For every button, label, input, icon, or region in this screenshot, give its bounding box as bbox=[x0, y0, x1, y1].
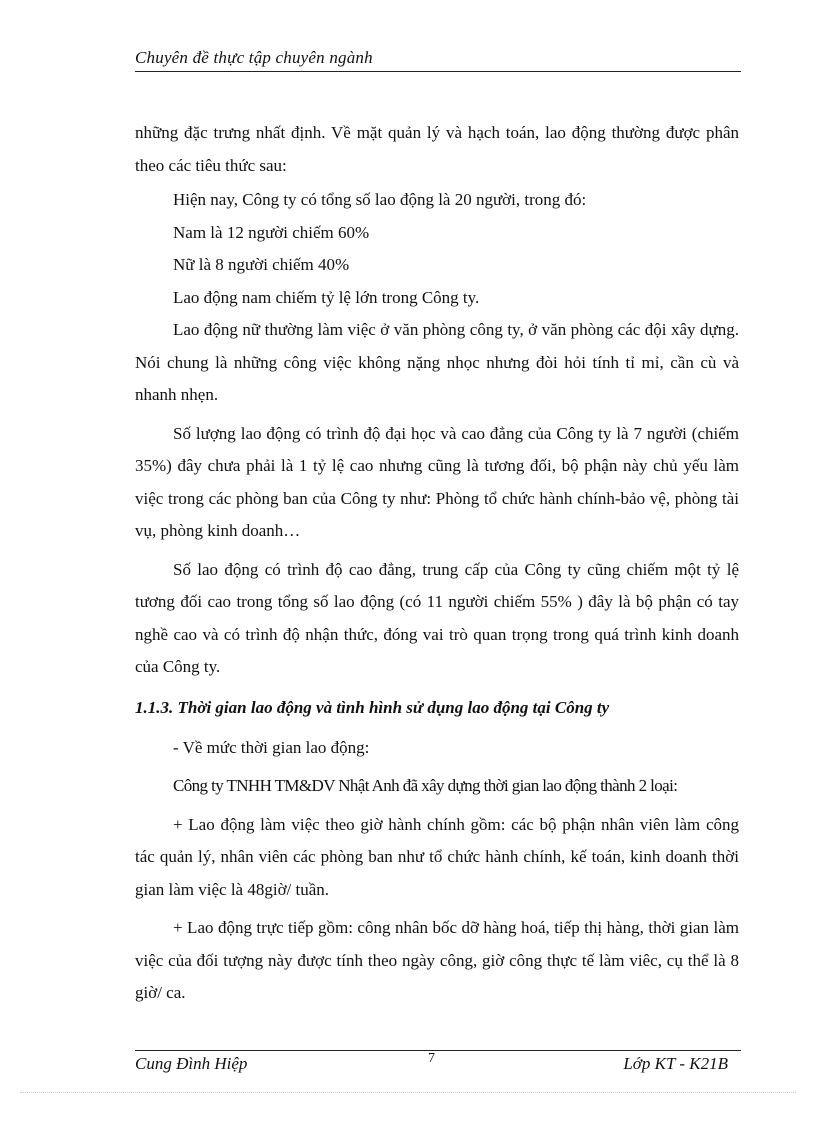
paragraph-university-staff: Số lượng lao động có trình độ đại học và cao đẳng của Công ty là 7 người (chiếm 35%) đây chưa phải là 1 tỷ lệ cao nhưng cũng là tương đối, bộ phận này chủ yếu làm việc trong các phòng ban của Công ty như: Phòng tổ chức hành chính-bảo vệ, phòng tài vụ, phòng kinh doanh… bbox=[135, 423, 739, 540]
paragraph-male-staff: Nam là 12 người chiếm 60% bbox=[173, 222, 370, 242]
paragraph-female-work: Lao động nữ thường làm việc ở văn phòng công ty, ở văn phòng các đội xây dựng. Nói chung là những công việc không nặng nhọc nhưng đòi hỏi tính tỉ mỉ, cần cù và nhanh nhẹn. bbox=[135, 320, 739, 404]
body-text bbox=[135, 117, 739, 1010]
page-number: 7 bbox=[428, 1051, 435, 1066]
paragraph-office-hours: + Lao động làm việc theo giờ hành chính gồm: các bộ phận nhân viên làm công tác quản lý, nhân viên các phòng ban như tổ chức hành chính, kế toán, kinh doanh thời gian làm việc là 48giờ/ tuần. bbox=[135, 814, 739, 899]
paragraph-work-time: - Về mức thời gian lao động: bbox=[173, 737, 370, 757]
page-bottom-border bbox=[20, 1092, 796, 1093]
footer-class: Lớp KT - K21B bbox=[623, 1054, 728, 1073]
paragraph-male-majority: Lao động nam chiếm tỷ lệ lớn trong Công ty. bbox=[173, 287, 480, 307]
section-heading: 1.1.3. Thời gian lao động và tình hình sử dụng lao động tại Công ty bbox=[135, 697, 610, 717]
footer-author: Cung Đình Hiệp bbox=[135, 1054, 248, 1073]
paragraph-total-staff: Hiện nay, Công ty có tổng số lao động là 20 người, trong đó: bbox=[173, 190, 587, 209]
paragraph-college-staff: Số lao động có trình độ cao đẳng, trung cấp của Công ty cũng chiếm một tỷ lệ tương đối cao trong tổng số lao động (có 11 người chiếm 55% ) đây là bộ phận có tay nghề cao và có trình độ nhận thức, đóng vai trò quan trọng trong quá trình kinh doanh của Công ty. bbox=[135, 559, 739, 676]
paragraph-continuation: những đặc trưng nhất định. Về mặt quản lý và hạch toán, lao động thường được phân theo các tiêu thức sau: bbox=[135, 123, 739, 175]
paragraph-direct-labor: + Lao động trực tiếp gồm: công nhân bốc dỡ hàng hoá, tiếp thị hàng, thời gian làm việc của đối tượng này được tính theo ngày công, giờ công thực tế làm viêc, cụ thể là 8 giờ/ ca. bbox=[135, 918, 739, 1002]
footer-divider bbox=[135, 1050, 741, 1051]
page-header: Chuyên đề thực tập chuyên ngành bbox=[135, 48, 741, 72]
paragraph-female-staff: Nữ là 8 người chiếm 40% bbox=[173, 255, 350, 274]
paragraph-company-work-time: Công ty TNHH TM&DV Nhật Anh đã xây dựng thời gian lao động thành 2 loại: bbox=[173, 776, 678, 795]
